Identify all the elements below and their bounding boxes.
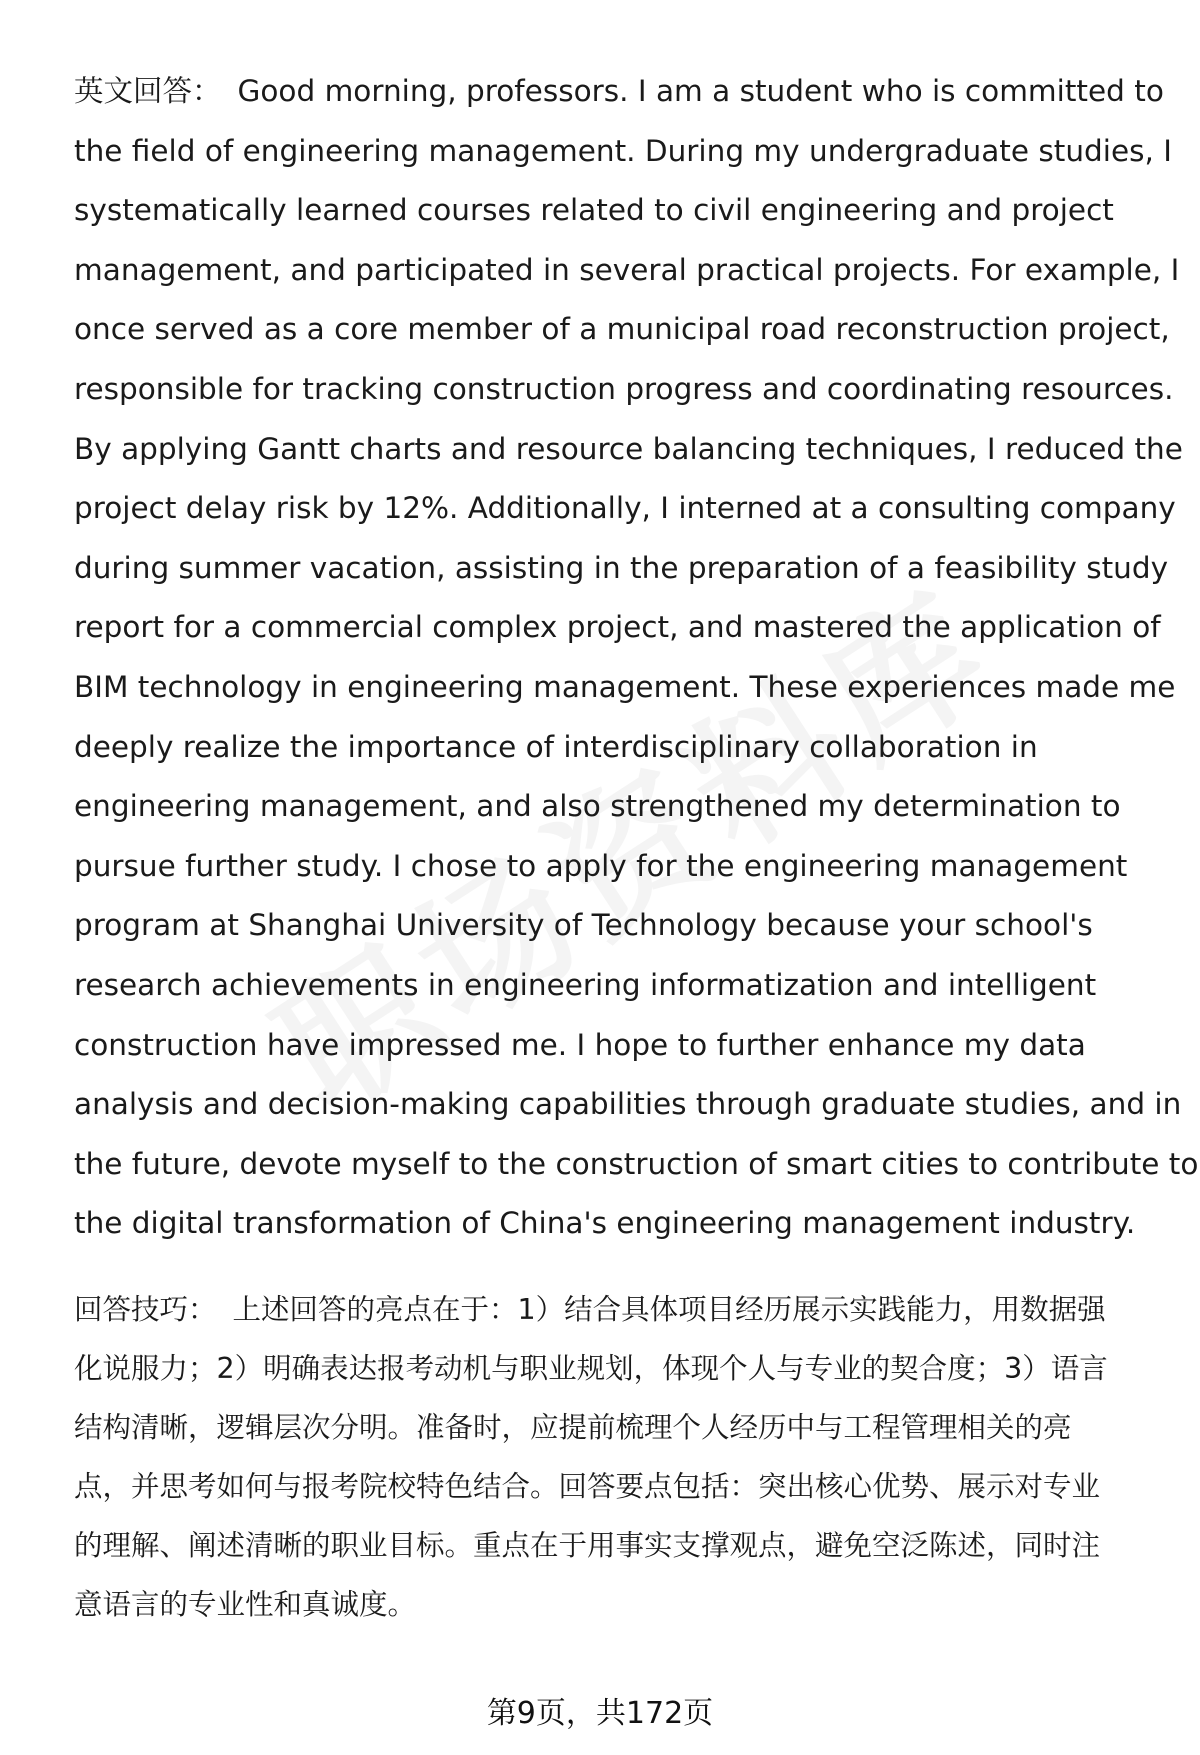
english-answer-line: research achievements in engineering informatization and intelligent <box>74 967 1097 1002</box>
page-number: 第9页，共172页 <box>486 1696 714 1731</box>
english-answer-line: the future, devote myself to the construction of smart cities to contribute to <box>74 1146 1199 1181</box>
answer-tips-text: 上述回答的亮点在于：1）结合具体项目经历展示实践能力，用数据强 <box>232 1293 1106 1326</box>
english-answer-line: management, and participated in several practical projects. For example, I <box>74 252 1180 287</box>
english-answer-line: during summer vacation, assisting in the preparation of a feasibility study <box>74 550 1169 585</box>
english-answer-line: analysis and decision-making capabilities through graduate studies, and in <box>74 1087 1182 1122</box>
answer-tips-line-1 <box>74 1280 1149 1339</box>
english-answer-line: deeply realize the importance of interdisciplinary collaboration in <box>74 729 1038 764</box>
english-answer-line: BIM technology in engineering management. These experiences made me <box>74 669 1176 704</box>
answer-tips-label: 回答技巧： <box>74 1293 217 1326</box>
english-answer-text: Good morning, professors. I am a student who is committed to <box>237 74 1164 108</box>
answer-tips-line: 点，并思考如何与报考院校特色结合。回答要点包括：突出核心优势、展示对专业 <box>74 1470 1101 1503</box>
english-answer-paragraph <box>74 62 1199 1254</box>
english-answer-label: 英文回答： <box>74 74 222 108</box>
answer-tips-line: 意语言的专业性和真诚度。 <box>74 1588 417 1621</box>
english-answer-line: report for a commercial complex project, and mastered the application of <box>74 610 1161 645</box>
english-answer-line: engineering management, and also strengthened my determination to <box>74 789 1121 824</box>
english-answer-line: systematically learned courses related to civil engineering and project <box>74 193 1114 228</box>
english-answer-line: responsible for tracking construction progress and coordinating resources. <box>74 371 1174 406</box>
answer-tips-line: 化说服力；2）明确表达报考动机与职业规划，体现个人与专业的契合度；3）语言 <box>74 1352 1108 1385</box>
english-answer-line: construction have impressed me. I hope to further enhance my data <box>74 1027 1086 1062</box>
english-answer-line: project delay risk by 12%. Additionally, I interned at a consulting company <box>74 491 1176 526</box>
english-answer-line: the digital transformation of China's engineering management industry. <box>74 1206 1136 1241</box>
answer-tips-paragraph <box>74 1280 1149 1634</box>
english-answer-line: program at Shanghai University of Technology because your school's <box>74 908 1093 943</box>
english-answer-line: once served as a core member of a municipal road reconstruction project, <box>74 312 1170 347</box>
answer-tips-line: 的理解、阐述清晰的职业目标。重点在于用事实支撑观点，避免空泛陈述，同时注 <box>74 1529 1101 1562</box>
answer-tips-line: 结构清晰，逻辑层次分明。准备时，应提前梳理个人经历中与工程管理相关的亮 <box>74 1411 1072 1444</box>
english-answer-line: By applying Gantt charts and resource balancing techniques, I reduced the <box>74 431 1183 466</box>
english-answer-line: pursue further study. I chose to apply for the engineering management <box>74 848 1128 883</box>
english-answer-line: the field of engineering management. During my undergraduate studies, I <box>74 133 1172 168</box>
english-answer-line-1 <box>74 62 1164 122</box>
